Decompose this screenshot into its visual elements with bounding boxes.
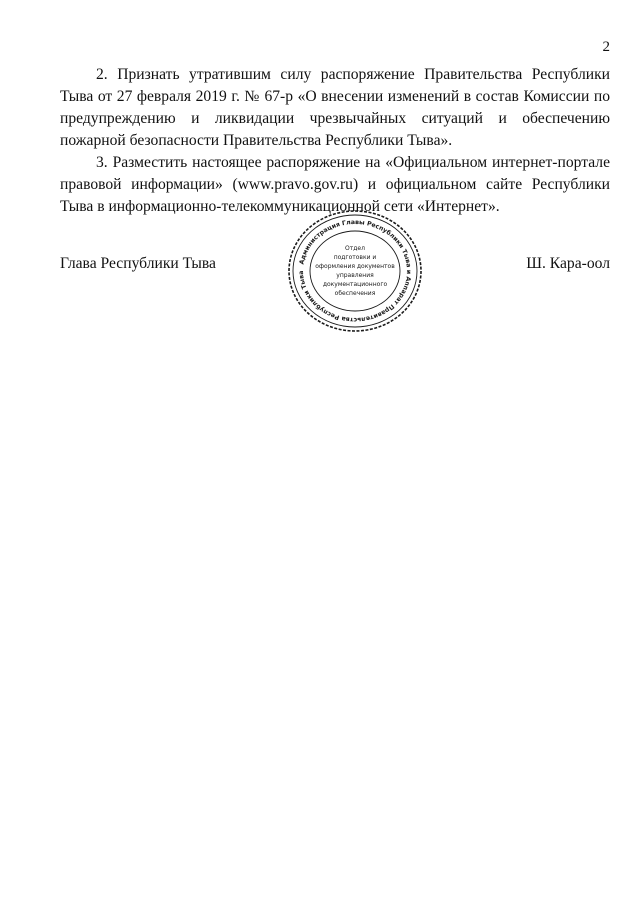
- seal-ring-text: Администрация Главы Республики Тыва и Аппарат Правительства Республики Тыва: [297, 218, 413, 324]
- seal-outer-ring-inner: [293, 215, 417, 327]
- seal-line-5: документационного: [322, 281, 388, 288]
- seal-svg: [285, 208, 425, 334]
- seal-line-1: Отдел: [345, 245, 365, 252]
- seal-line-2: подготовки и: [333, 254, 377, 261]
- seal-line-6: обеспечения: [334, 290, 376, 297]
- seal-inner-ring: [310, 231, 400, 311]
- seal-center-text: [315, 245, 395, 297]
- signature-name: Ш. Кара-оол: [526, 255, 610, 272]
- page-number: 2: [602, 39, 610, 55]
- official-seal: [285, 208, 425, 334]
- signature-position: Глава Республики Тыва: [60, 255, 216, 272]
- document-body: [60, 64, 610, 218]
- paragraph-3: 3. Разместить настоящее распоряжение на «Официальном интернет-портале правовой информации» (www.pravo.gov.ru) и официальном сайте Республики Тыва в информационно-телекоммуникационной сети «Интернет».: [60, 154, 610, 215]
- seal-line-4: управления: [336, 272, 374, 279]
- paragraph-2: 2. Признать утратившим силу распоряжение Правительства Республики Тыва от 27 февраля 2019 г. № 67-р «О внесении изменений в состав Комиссии по предупреждению и ликвидации чрезвычайных ситуаций и обеспечению пожарной безопасности Правительства Республики Тыва».: [60, 66, 610, 149]
- seal-line-3: оформления документов: [315, 263, 395, 270]
- seal-outer-ring: [289, 211, 421, 331]
